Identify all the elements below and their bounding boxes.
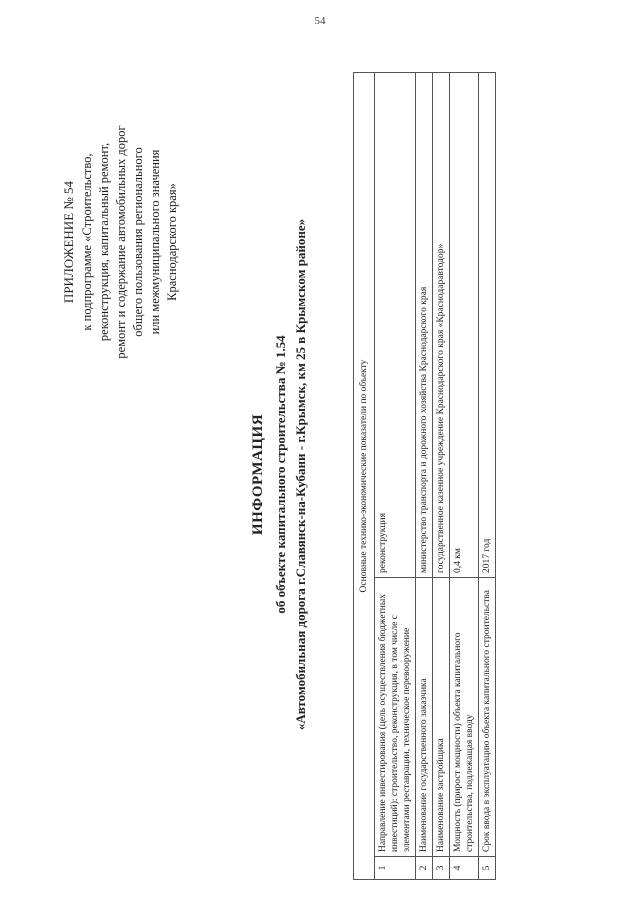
row-label: Мощность (прирост мощности) объекта капитального строительства, подлежащая вводу: [450, 578, 479, 857]
row-value: 2017 год: [479, 73, 496, 578]
table-row: [433, 73, 450, 880]
row-number: 4: [450, 857, 479, 880]
appendix-line: общего пользования регионального: [131, 147, 145, 337]
row-number: 2: [416, 857, 433, 880]
indicators-table: [353, 72, 496, 880]
table-row: [375, 73, 416, 880]
indicators-table-wrap: [353, 72, 496, 880]
appendix-line: Краснодарского края»: [165, 183, 179, 301]
row-label: Наименование застройщика: [433, 578, 450, 857]
row-label: Срок ввода в эксплуатацию объекта капитального строительства: [479, 578, 496, 857]
row-value: министерство транспорта и дорожного хозяйства Краснодарского края: [416, 73, 433, 578]
table-header: Основные технико-экономические показатели по объекту: [354, 73, 375, 880]
row-value: 0,4 км: [450, 73, 479, 578]
row-label: Наименование государственного заказчика: [416, 578, 433, 857]
row-value: реконструкция: [375, 73, 416, 578]
page-number: 54: [314, 15, 326, 27]
table-row: [450, 73, 479, 880]
appendix-block: [60, 72, 181, 412]
appendix-title: ПРИЛОЖЕНИЕ № 54: [61, 180, 76, 304]
table-row: [479, 73, 496, 880]
appendix-line: или межмуниципального значения: [148, 149, 162, 335]
table-header-row: [354, 73, 375, 880]
row-label: Направление инвестирования (цель осуществления бюджетных инвестиций): строительство, реконструкция, в том числе с элементами реставрации, техническое перевооружение: [375, 578, 416, 857]
row-number: 1: [375, 857, 416, 880]
info-object-name: «Автомобильная дорога г.Славянск-на-Кубани - г.Крымск, км 25 в Крымском районе»: [293, 218, 308, 731]
rotated-page-content: [40, 67, 600, 882]
info-block: [250, 67, 309, 882]
row-number: 5: [479, 857, 496, 880]
table-row: [416, 73, 433, 880]
info-title: ИНФОРМАЦИЯ: [250, 413, 266, 536]
appendix-line: реконструкция, капитальный ремонт,: [97, 142, 111, 342]
row-value: государственное казенное учреждение Краснодарского края «Краснодаравтодор»: [433, 73, 450, 578]
appendix-line: к подпрограмме «Строительство,: [80, 153, 94, 331]
row-number: 3: [433, 857, 450, 880]
info-subtitle: об объекте капитального строительства № 1.54: [273, 335, 288, 614]
appendix-line: ремонт и содержание автомобильных дорог: [114, 125, 128, 359]
